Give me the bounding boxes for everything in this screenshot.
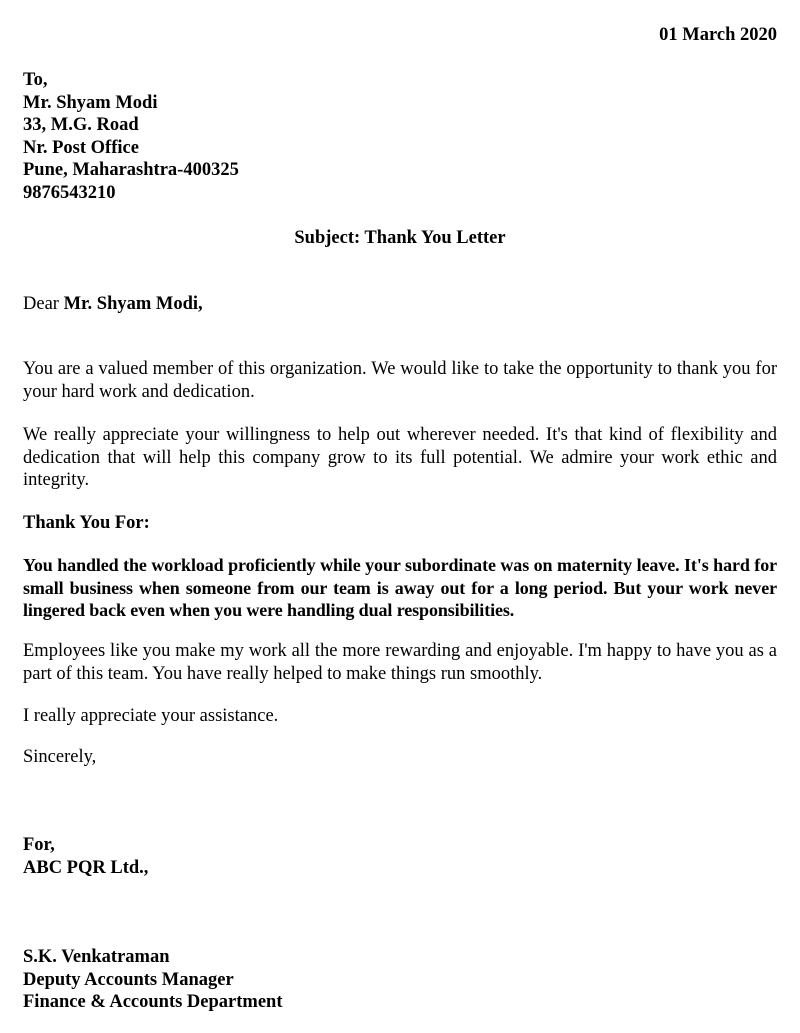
- recipient-phone: 9876543210: [23, 182, 116, 203]
- recipient-address-line3: Pune, Maharashtra-400325: [23, 160, 239, 180]
- paragraph-employees: Employees like you make my work all the more rewarding and enjoyable. I'm happy to have you as a part of this team. You have really helped to make things run smoothly.: [23, 641, 777, 684]
- greeting-prefix: Dear: [23, 294, 59, 314]
- recipient-address-line1: 33, M.G. Road: [23, 115, 139, 135]
- paragraph-valued-member: You are a valued member of this organization. We would like to take the opportunity to thank you for your hard work and dedication.: [23, 359, 777, 402]
- paragraph-appreciation: We really appreciate your willingness to help out wherever needed. It's that kind of flexibility and dedication that will help this company grow to its full potential. We admire your work ethic and integrity.: [23, 425, 777, 490]
- company-name: ABC PQR Ltd.,: [23, 857, 149, 878]
- company-block: [23, 834, 777, 879]
- letter-date: 01 March 2020: [659, 25, 777, 45]
- signatory-block: [23, 946, 777, 1014]
- letter-subject: Subject: Thank You Letter: [294, 228, 506, 248]
- recipient-name: Mr. Shyam Modi: [23, 92, 158, 113]
- recipient-block: [23, 69, 777, 204]
- signatory-department: Finance & Accounts Department: [23, 992, 283, 1012]
- signatory-title: Deputy Accounts Manager: [23, 969, 234, 990]
- paragraph-assistance: I really appreciate your assistance.: [23, 706, 279, 726]
- thanks-heading: Thank You For:: [23, 513, 150, 533]
- recipient-address-line2: Nr. Post Office: [23, 137, 139, 158]
- for-label: For,: [23, 835, 55, 855]
- to-label: To,: [23, 70, 48, 90]
- paragraph-workload: You handled the workload proficiently while your subordinate was on maternity leave. It's hard for small business when someone from our team is away out for a long period. But your work never lingered back even when you were handling dual responsibilities.: [23, 555, 777, 620]
- greeting: [23, 293, 777, 316]
- greeting-name: Mr. Shyam Modi,: [63, 294, 203, 314]
- signatory-name: S.K. Venkatraman: [23, 947, 170, 967]
- closing: Sincerely,: [23, 747, 97, 767]
